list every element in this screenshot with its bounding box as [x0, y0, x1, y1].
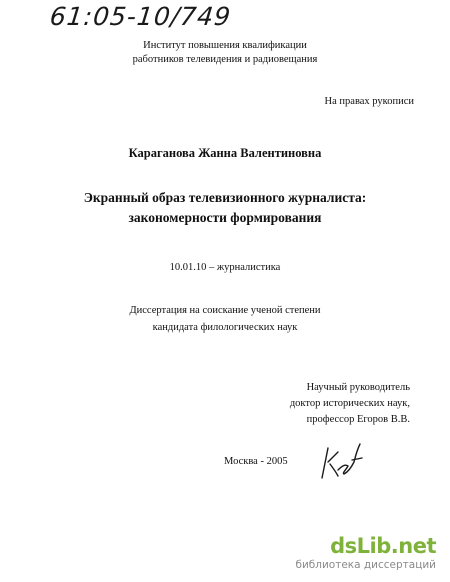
signature-icon [318, 440, 364, 484]
specialty: 10.01.10 – журналистика [169, 262, 281, 273]
supervisor-line-3: профессор Егоров В.В. [306, 414, 410, 425]
author-name: Караганова Жанна Валентиновна [128, 146, 322, 160]
institute-line-2: работников телевидения и радиовещания [132, 54, 318, 65]
handwritten-archive-code: 61:05-10/749 [48, 2, 233, 31]
title-line-2: закономерности формирования [128, 210, 322, 225]
supervisor-line-2: доктор исторических наук, [289, 398, 410, 409]
city-year: Москва - 2005 [224, 456, 288, 467]
institute-line-1: Институт повышения квалификации [143, 40, 307, 51]
watermark-logo: dsLib.net [330, 534, 436, 558]
dissertation-line-2: кандидата филологических наук [152, 322, 298, 333]
supervisor-line-1: Научный руководитель [306, 382, 410, 393]
title-line-1: Экранный образ телевизионного журналиста: [83, 190, 367, 205]
watermark [295, 534, 436, 571]
watermark-subtitle: библиотека диссертаций [295, 559, 436, 571]
rights-note: На правах рукописи [324, 96, 414, 107]
dissertation-line-1: Диссертация на соискание ученой степени [129, 305, 321, 316]
